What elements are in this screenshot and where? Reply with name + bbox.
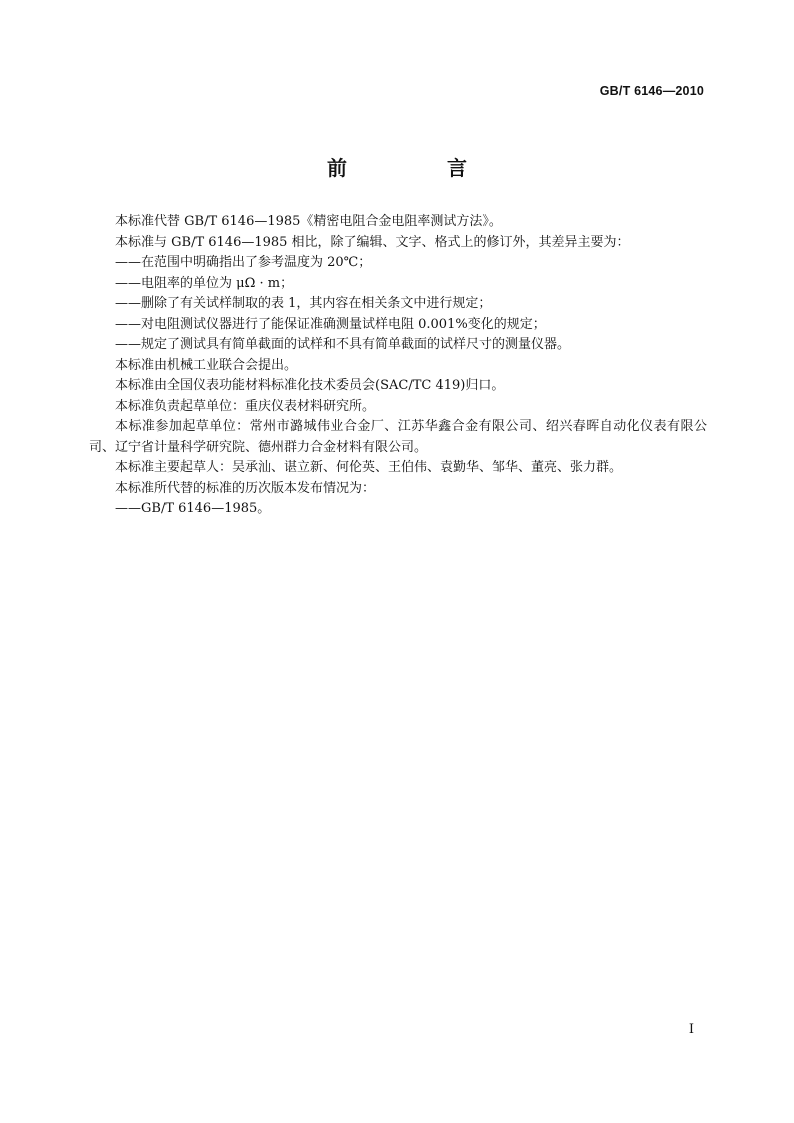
paragraph: 本标准参加起草单位：常州市潞城伟业合金厂、江苏华鑫合金有限公司、绍兴春晖自动化仪表有限公司、辽宁省计量科学研究院、德州群力合金材料有限公司。 — [89, 419, 707, 455]
list-item: ——删除了有关试样制取的表 1，其内容在相关条文中进行规定； — [115, 296, 492, 311]
foreword-body — [89, 212, 707, 520]
page-number: I — [688, 1022, 694, 1037]
list-item: ——GB/T 6146—1985。 — [115, 501, 271, 516]
paragraph: 本标准由机械工业联合会提出。 — [115, 357, 298, 373]
paragraph: 本标准所代替的标准的历次版本发布情况为： — [115, 480, 376, 496]
paragraph: 本标准由全国仪表功能材料标准化技术委员会(SAC/TC 419)归口。 — [115, 378, 505, 393]
list-item: ——规定了测试具有简单截面的试样和不具有简单截面的试样尺寸的测量仪器。 — [115, 337, 571, 352]
standard-code: GB/T 6146—2010 — [599, 84, 704, 98]
paragraph: 本标准主要起草人：吴承汕、谌立新、何伦英、王伯伟、袁勤华、邹华、董亮、张力群。 — [115, 460, 623, 475]
paragraph: 本标准与 GB/T 6146—1985 相比，除了编辑、文字、格式上的修订外，其差异主要为： — [115, 234, 630, 250]
list-item: ——在范围中明确指出了参考温度为 20℃； — [115, 255, 372, 270]
page-title: 前 言 — [327, 156, 507, 180]
list-item: ——对电阻测试仪器进行了能保证准确测量试样电阻 0.001%变化的规定； — [115, 316, 546, 332]
paragraph: 本标准负责起草单位：重庆仪表材料研究所。 — [115, 398, 376, 414]
paragraph: 本标准代替 GB/T 6146—1985《精密电阻合金电阻率测试方法》。 — [115, 214, 502, 229]
list-item: ——电阻率的单位为 μΩ · m； — [115, 275, 294, 291]
